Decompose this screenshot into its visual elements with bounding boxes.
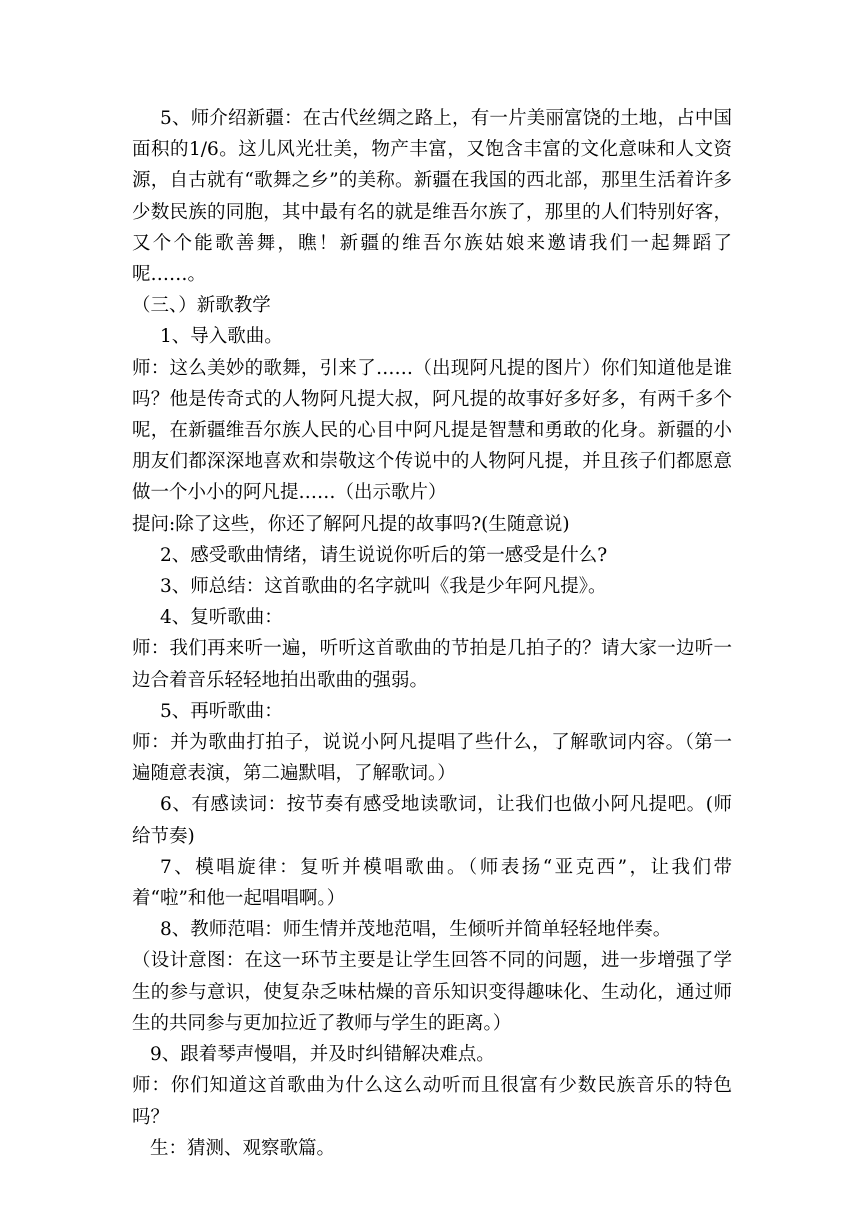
paragraph-question: 提问:除了这些，你还了解阿凡提的故事吗?(生随意说) [132, 513, 570, 535]
step-5-heading: 5、再听歌曲： [160, 700, 283, 722]
paragraph-teacher-question: 师：你们知道这首歌曲为什么这么动听而且很富有少数民族音乐的特色吗？ [132, 1075, 732, 1128]
paragraph-xinjiang-intro: 5、师介绍新疆：在古代丝绸之路上，有一片美丽富饶的土地，占中国面积的1/6。这儿风光壮美，物产丰富，又饱含丰富的文化意味和人文资源，自古就有“歌舞之乡”的美称。新疆在我国的西北部，那里生活着许多少数民族的同胞，其中最有名的就是维吾尔族了，那里的人们特别好客，又个个能歌善舞，瞧！新疆的维吾尔族姑娘来邀请我们一起舞蹈了呢……。 [132, 108, 732, 286]
paragraph-student-answer: 生：猜测、观察歌篇。 [150, 1137, 336, 1159]
step-8-paragraph: 8、教师范唱：师生情并茂地范唱，生倾听并简单轻轻地伴奏。 [160, 919, 672, 941]
section-heading-new-song: （三、）新歌教学 [132, 295, 271, 317]
paragraph-design-intent: （设计意图：在这一环节主要是让学生回答不同的问题，进一步增强了学生的参与意识，使复杂乏味枯燥的音乐知识变得趣味化、生动化，通过师生的共同参与更加拉近了教师与学生的距离。） [132, 950, 732, 1034]
step-6-paragraph: 6、有感读词：按节奏有感受地读歌词，让我们也做小阿凡提吧。(师给节奏) [132, 794, 732, 847]
step-3-paragraph: 3、师总结：这首歌曲的名字就叫《我是少年阿凡提》。 [160, 576, 607, 598]
step-2-paragraph: 2、感受歌曲情绪，请生说说你听后的第一感受是什么? [160, 544, 608, 566]
paragraph-afanti-intro: 师：这么美妙的歌舞，引来了……（出现阿凡提的图片）你们知道他是谁吗？他是传奇式的人物阿凡提大叔，阿凡提的故事好多好多，有两千多个呢，在新疆维吾尔族人民的心目中阿凡提是智慧和勇敢的化身。新疆的小朋友们都深深地喜欢和崇敬这个传说中的人物阿凡提，并且孩子们都愿意做一个小小的阿凡提……（出示歌片） [132, 357, 732, 504]
step-4-heading: 4、复听歌曲： [160, 607, 283, 629]
paragraph-listen-again: 师：我们再来听一遍，听听这首歌曲的节拍是几拍子的？请大家一边听一边合着音乐轻轻地拍出歌曲的强弱。 [132, 638, 732, 691]
paragraph-beat: 师：并为歌曲打拍子，说说小阿凡提唱了些什么，了解歌词内容。（第一遍随意表演，第二遍默唱，了解歌词。） [132, 732, 732, 785]
step-9-paragraph: 9、跟着琴声慢唱，并及时纠错解决难点。 [150, 1044, 495, 1066]
document-body [132, 103, 732, 1164]
step-1-heading: 1、导入歌曲。 [160, 326, 283, 348]
step-7-paragraph: 7、模唱旋律：复听并模唱歌曲。（师表扬“亚克西”，让我们带着“啦”和他一起唱唱啊。） [132, 856, 732, 910]
